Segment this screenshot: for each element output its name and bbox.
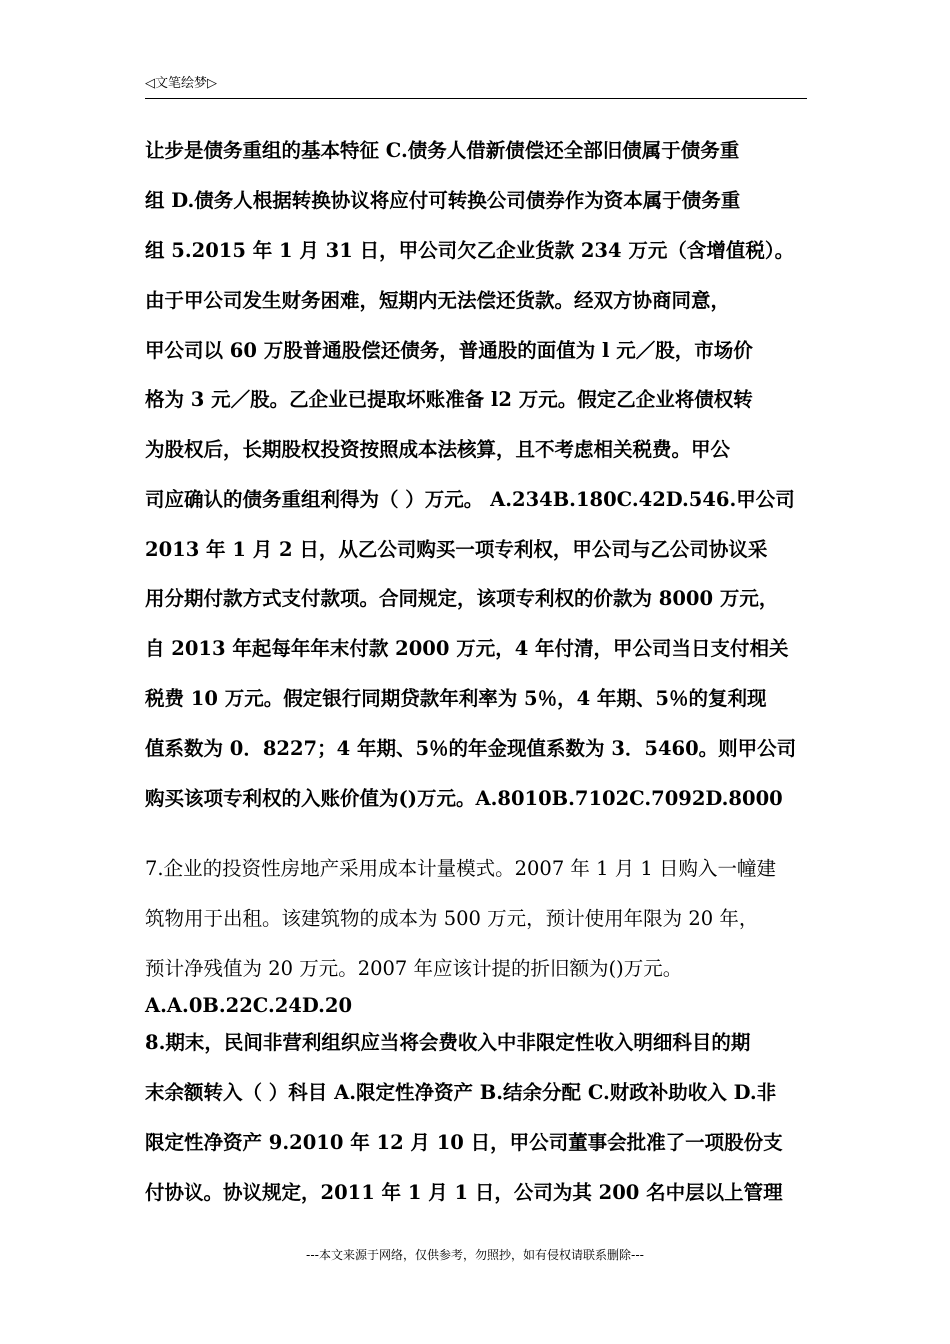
text-line: 由于甲公司发生财务困难，短期内无法偿还货款。经双方协商同意，	[145, 289, 731, 312]
text-line: 组 D.债务人根据转换协议将应付可转换公司债券作为资本属于债务重	[145, 189, 741, 212]
text-line: 限定性净资产 9.2010 年 12 月 10 日，甲公司董事会批准了一项股份支	[145, 1131, 783, 1154]
text-line: 甲公司以 60 万股普通股偿还债务，普通股的面值为 l 元／股，市场价	[145, 339, 753, 362]
text-line: 自 2013 年起每年年末付款 2000 万元，4 年付清，甲公司当日支付相关	[145, 637, 789, 660]
text-line: 末余额转入（ ）科目 A.限定性净资产 B.结余分配 C.财政补助收入 D.非	[145, 1081, 777, 1104]
text-line: 购买该项专利权的入账价值为()万元。A.8010B.7102C.7092D.8000	[145, 787, 783, 810]
text-line: A.A.0B.22C.24D.20	[145, 994, 353, 1017]
page-footer: ---本文来源于网络，仅供参考，勿照抄，如有侵权请联系删除---	[306, 1248, 644, 1262]
page-header	[145, 72, 807, 99]
text-line: 2013 年 1 月 2 日，从乙公司购买一项专利权，甲公司与乙公司协议采	[145, 538, 768, 561]
text-line: 预计净残值为 20 万元。2007 年应该计提的折旧额为()万元。	[145, 957, 683, 980]
text-line: 付协议。协议规定，2011 年 1 月 1 日，公司为其 200 名中层以上管理	[145, 1181, 783, 1204]
text-line: 筑物用于出租。该建筑物的成本为 500 万元，预计使用年限为 20 年，	[145, 907, 759, 930]
text-line: 格为 3 元／股。乙企业已提取坏账准备 l2 万元。假定乙企业将债权转	[145, 388, 753, 411]
text-line: 8.期末，民间非营利组织应当将会费收入中非限定性收入明细科目的期	[145, 1031, 751, 1054]
header-title: ◁文笔绘梦▷	[145, 76, 217, 91]
text-line: 为股权后，长期股权投资按照成本法核算，且不考虑相关税费。甲公	[145, 438, 731, 461]
text-line: 司应确认的债务重组利得为（ ）万元。 A.234B.180C.42D.546.甲公司	[145, 488, 795, 511]
text-line: 值系数为 0．8227；4 年期、5％的年金现值系数为 3．5460。则甲公司	[145, 737, 797, 760]
text-line: 让步是债务重组的基本特征 C.债务人借新债偿还全部旧债属于债务重	[145, 139, 740, 162]
text-line: 7.企业的投资性房地产采用成本计量模式。2007 年 1 月 1 日购入一幢建	[145, 857, 777, 880]
text-line: 税费 10 万元。假定银行同期贷款年利率为 5％，4 年期、5％的复利现	[145, 687, 767, 710]
text-line: 组 5.2015 年 1 月 31 日，甲公司欠乙企业货款 234 万元（含增值税）。	[145, 239, 795, 262]
text-line: 用分期付款方式支付款项。合同规定，该项专利权的价款为 8000 万元，	[145, 587, 779, 610]
